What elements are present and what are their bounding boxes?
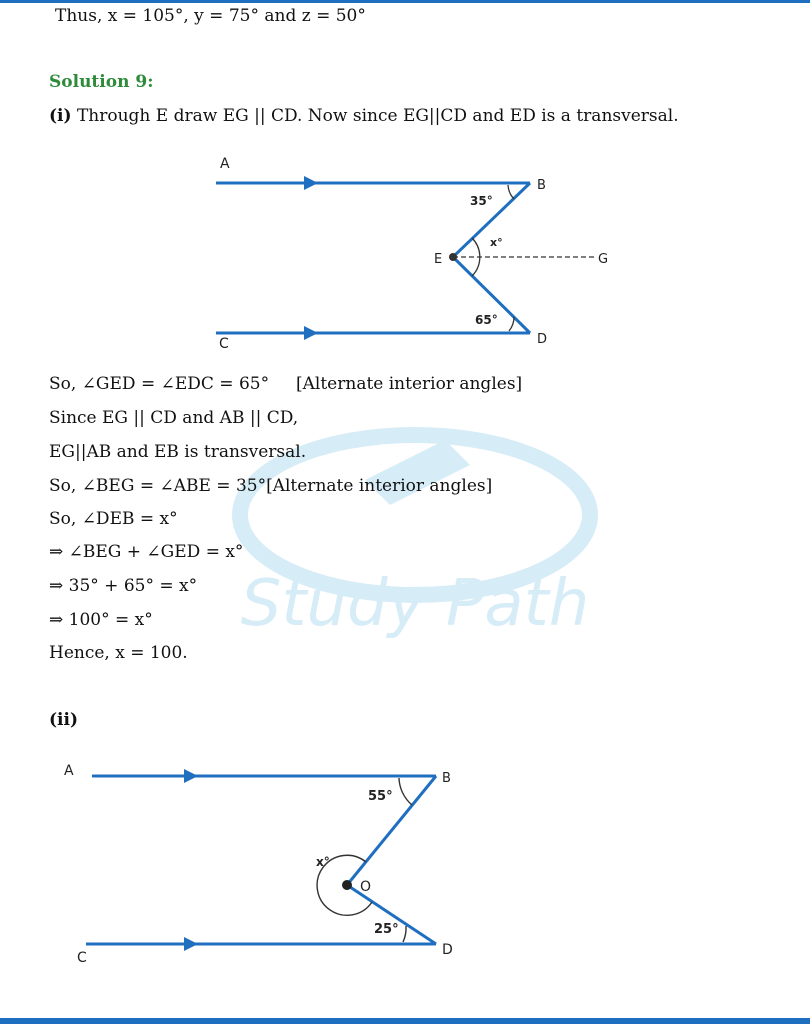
arrow-cd-icon xyxy=(304,326,318,340)
arrow-ab-icon xyxy=(304,176,318,190)
label-g: G xyxy=(598,252,609,267)
bottom-border xyxy=(0,1018,810,1024)
label-d: D xyxy=(537,332,548,347)
part1-label: (i) xyxy=(49,106,72,126)
step-4: So, ∠BEG = ∠ABE = 35°[Alternate interior angles] xyxy=(49,476,493,496)
label-d: D xyxy=(442,942,453,958)
watermark-text: Study Path xyxy=(240,567,590,641)
arrow-ab-icon xyxy=(184,769,198,783)
part2-label: (ii) xyxy=(49,710,79,730)
point-e xyxy=(449,253,457,261)
step-9: Hence, x = 100. xyxy=(49,643,188,663)
figure-1 xyxy=(200,150,620,360)
step-6: ⇒ ∠BEG + ∠GED = x° xyxy=(49,542,244,562)
label-c: C xyxy=(77,950,87,966)
angle-25-label: 25° xyxy=(374,922,399,937)
point-o xyxy=(342,880,352,890)
step-1: So, ∠GED = ∠EDC = 65° xyxy=(49,374,270,394)
label-a: A xyxy=(64,763,74,779)
angle-35-label: 35° xyxy=(470,194,493,208)
figure-2 xyxy=(50,755,480,970)
label-e: E xyxy=(434,252,443,267)
label-b: B xyxy=(442,771,451,786)
solution-heading: Solution 9: xyxy=(49,72,154,92)
step-8: ⇒ 100° = x° xyxy=(49,610,153,630)
label-c: C xyxy=(219,336,229,352)
step-7: ⇒ 35° + 65° = x° xyxy=(49,576,198,596)
arc-b xyxy=(508,185,514,199)
angle-55-label: 55° xyxy=(368,789,393,804)
step-3: EG||AB and EB is transversal. xyxy=(49,442,307,462)
step-5: So, ∠DEB = x° xyxy=(49,509,178,529)
part1-intro xyxy=(49,106,679,126)
label-b: B xyxy=(537,178,546,193)
arc-d xyxy=(403,926,406,942)
intro-line: Thus, x = 105°, y = 75° and z = 50° xyxy=(55,6,366,26)
part1-text: Through E draw EG || CD. Now since EG||CD and ED is a transversal. xyxy=(71,106,679,126)
arc-d xyxy=(509,317,514,331)
top-border xyxy=(0,0,810,3)
label-o: O xyxy=(360,879,372,895)
angle-x-label: x° xyxy=(490,236,503,249)
label-a: A xyxy=(220,156,230,172)
arrow-cd-icon xyxy=(184,937,198,951)
arc-b xyxy=(399,778,412,805)
step-2: Since EG || CD and AB || CD, xyxy=(49,408,299,428)
angle-x-label: x° xyxy=(316,855,330,869)
step-1-reason: [Alternate interior angles] xyxy=(296,374,523,394)
angle-65-label: 65° xyxy=(475,313,498,327)
